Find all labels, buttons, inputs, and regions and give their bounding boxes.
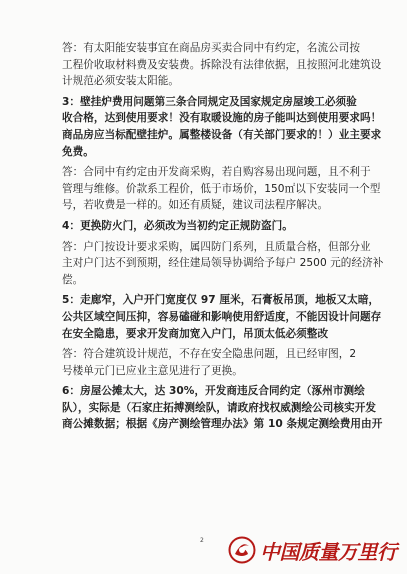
document-body: [62, 40, 384, 433]
text-line: 商公摊数据；根据《房产测绘管理办法》第 10 条规定测绘费用由开: [62, 418, 383, 431]
text-line: 答：符合建筑设计规范，不存在安全隐患问题，且已经审图，2: [62, 348, 357, 361]
text-line: 答：户门按设计要求采购，属四防门系列，且质量合格，但部分业: [62, 240, 371, 253]
text-line: 管理与维修。价款系工程价，低于市场价，150㎡以下安装同一个型: [62, 182, 381, 195]
text-line: 队），实际是（石家庄拓搏测绘队，请政府找权威测绘公司核实开发: [62, 401, 377, 414]
watermark-text: 中国质量万里行: [260, 539, 397, 564]
text-line: 4：更换防火门，必须改为当初约定正规防盗门。: [62, 219, 293, 232]
text-line: 号楼单元门已应业主意见进行了更换。: [62, 364, 243, 377]
text-line: 6：房屋公摊太大，达 30%，开发商违反合同约定（涿州市测绘: [62, 385, 365, 398]
text-line: 商品房应当标配壁挂炉。属整楼设备（有关部门要求的！）业主要求: [62, 128, 382, 141]
text-line: 号，若收费是一样的。如还有质疑，建议司法程序解决。: [62, 199, 329, 212]
text-line: 计规范必须安装太阳能。: [62, 75, 180, 88]
text-line: 3：壁挂炉费用问题第三条合同规定及国家规定房屋竣工必须验: [62, 95, 357, 108]
text-line: 答：有太阳能安装事宜在商品房买卖合同中有约定，名流公司按: [62, 42, 361, 54]
text-line: 偿。: [62, 273, 84, 286]
text-line: 在安全隐患，要求开发商加宽入户门，吊顶太低必须整改: [62, 327, 329, 340]
watermark: [228, 533, 397, 567]
text-line: 工程价收取材料费及安装费。拆除没有法律依据，且按照河北建筑设: [62, 58, 382, 71]
text-line: 免费。: [62, 145, 94, 158]
text-line: 5：走廊窄，入户开门宽度仅 97 厘米，石膏板吊顶，地板又太暗，: [62, 294, 380, 307]
page-number: 2: [200, 537, 204, 544]
text-line: 答：合同中有约定由开发商采购，若自购容易出现问题，且不利于: [62, 166, 371, 179]
quality-logo-icon: [228, 536, 256, 564]
text-line: 收合格，达到使用要求！没有取暖设施的房子能叫达到使用要求吗！: [62, 112, 382, 125]
text-line: 主对户门达不到预期，经住建局领导协调给予每户 2500 元的经济补: [62, 257, 384, 270]
text-line: 公共区域空间压抑，容易磕碰和影响使用舒适度，不能因设计问题存: [62, 310, 382, 323]
